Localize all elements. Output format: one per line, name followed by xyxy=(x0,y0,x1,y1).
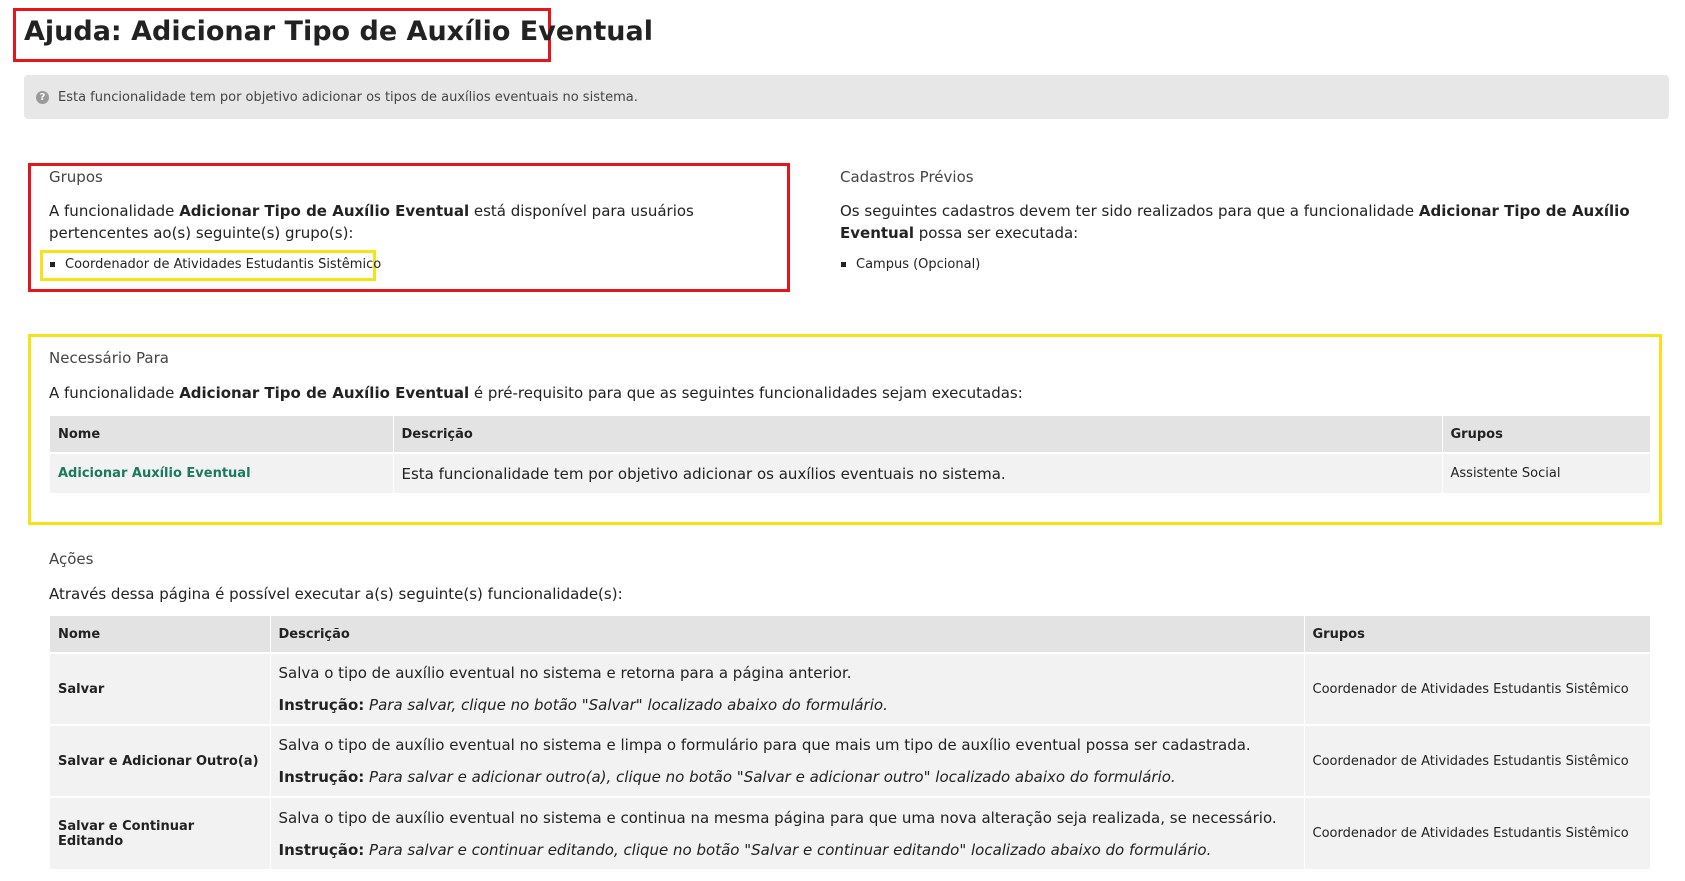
action-instruction: Instrução: Para salvar, clique no botão "Salvar" localizado abaixo do formulário. xyxy=(278,696,888,714)
necessario-title: Necessário Para xyxy=(49,349,169,367)
action-description: Salva o tipo de auxílio eventual no sistema e limpa o formulário para que mais um tipo de auxílio eventual possa ser cadastrada. xyxy=(278,736,1251,754)
table-cell-groups: Coordenador de Atividades Estudantis Sistêmico xyxy=(1304,797,1650,869)
necessario-table xyxy=(50,416,1651,493)
list-item: Campus (Opcional) xyxy=(841,257,980,272)
table-cell-name: Salvar e Continuar Editando xyxy=(50,797,270,869)
feature-name: Adicionar Tipo de Auxílio Eventual xyxy=(840,202,1630,242)
question-circle-icon: ? xyxy=(36,91,49,104)
table-row xyxy=(50,453,1650,493)
grupos-title: Grupos xyxy=(49,168,103,186)
table-row xyxy=(50,653,1650,725)
table-header-row xyxy=(50,616,1650,653)
column-header: Descrição xyxy=(393,416,1442,453)
info-message xyxy=(24,75,1669,119)
column-header: Descrição xyxy=(270,616,1304,653)
column-header: Nome xyxy=(50,616,270,653)
page-title: Ajuda: Adicionar Tipo de Auxílio Eventual xyxy=(24,16,653,47)
column-header: Nome xyxy=(50,416,393,453)
column-header: Grupos xyxy=(1304,616,1650,653)
feature-name: Adicionar Tipo de Auxílio Eventual xyxy=(179,202,470,220)
table-row xyxy=(50,797,1650,869)
table-cell-name: Salvar e Adicionar Outro(a) xyxy=(50,725,270,797)
info-message-text: Esta funcionalidade tem por objetivo adicionar os tipos de auxílios eventuais no sistema. xyxy=(58,89,638,105)
column-header: Grupos xyxy=(1442,416,1650,453)
table-cell-groups: Assistente Social xyxy=(1442,453,1650,493)
table-cell-groups: Coordenador de Atividades Estudantis Sistêmico xyxy=(1304,653,1650,725)
necessario-text: A funcionalidade Adicionar Tipo de Auxílio Eventual é pré-requisito para que as seguintes funcionalidades sejam executadas: xyxy=(49,384,1023,402)
cadastros-title: Cadastros Prévios xyxy=(840,168,974,186)
table-cell-description: Esta funcionalidade tem por objetivo adicionar os auxílios eventuais no sistema. xyxy=(393,453,1442,493)
table-cell-name: Salvar xyxy=(50,653,270,725)
table-header-row xyxy=(50,416,1650,453)
cadastros-text: Os seguintes cadastros devem ter sido realizados para que a funcionalidade Adicionar Tipo de Auxílio Eventual possa ser executada: xyxy=(840,202,1630,242)
list-item: Coordenador de Atividades Estudantis Sistêmico xyxy=(50,257,381,272)
cadastros-list xyxy=(841,257,980,272)
action-description: Salva o tipo de auxílio eventual no sistema e continua na mesma página para que uma nova alteração seja realizada, se necessário. xyxy=(278,808,1277,827)
table-cell-groups: Coordenador de Atividades Estudantis Sistêmico xyxy=(1304,725,1650,797)
action-description: Salva o tipo de auxílio eventual no sistema e retorna para a página anterior. xyxy=(278,664,852,682)
acoes-table xyxy=(50,616,1651,869)
feature-name: Adicionar Tipo de Auxílio Eventual xyxy=(179,384,470,402)
acoes-text: Através dessa página é possível executar a(s) seguinte(s) funcionalidade(s): xyxy=(49,585,623,603)
action-instruction: Instrução: Para salvar e adicionar outro(a), clique no botão "Salvar e adicionar outro" localizado abaixo do formulário. xyxy=(278,768,1176,786)
feature-link[interactable]: Adicionar Auxílio Eventual xyxy=(58,466,251,481)
acoes-title: Ações xyxy=(49,550,94,568)
action-instruction: Instrução: Para salvar e continuar editando, clique no botão "Salvar e continuar editando" localizado abaixo do formulário. xyxy=(278,840,1212,859)
grupos-text: A funcionalidade Adicionar Tipo de Auxílio Eventual está disponível para usuários pertencentes ao(s) seguinte(s) grupo(s): xyxy=(49,202,694,242)
grupos-list xyxy=(50,257,381,272)
table-row xyxy=(50,725,1650,797)
